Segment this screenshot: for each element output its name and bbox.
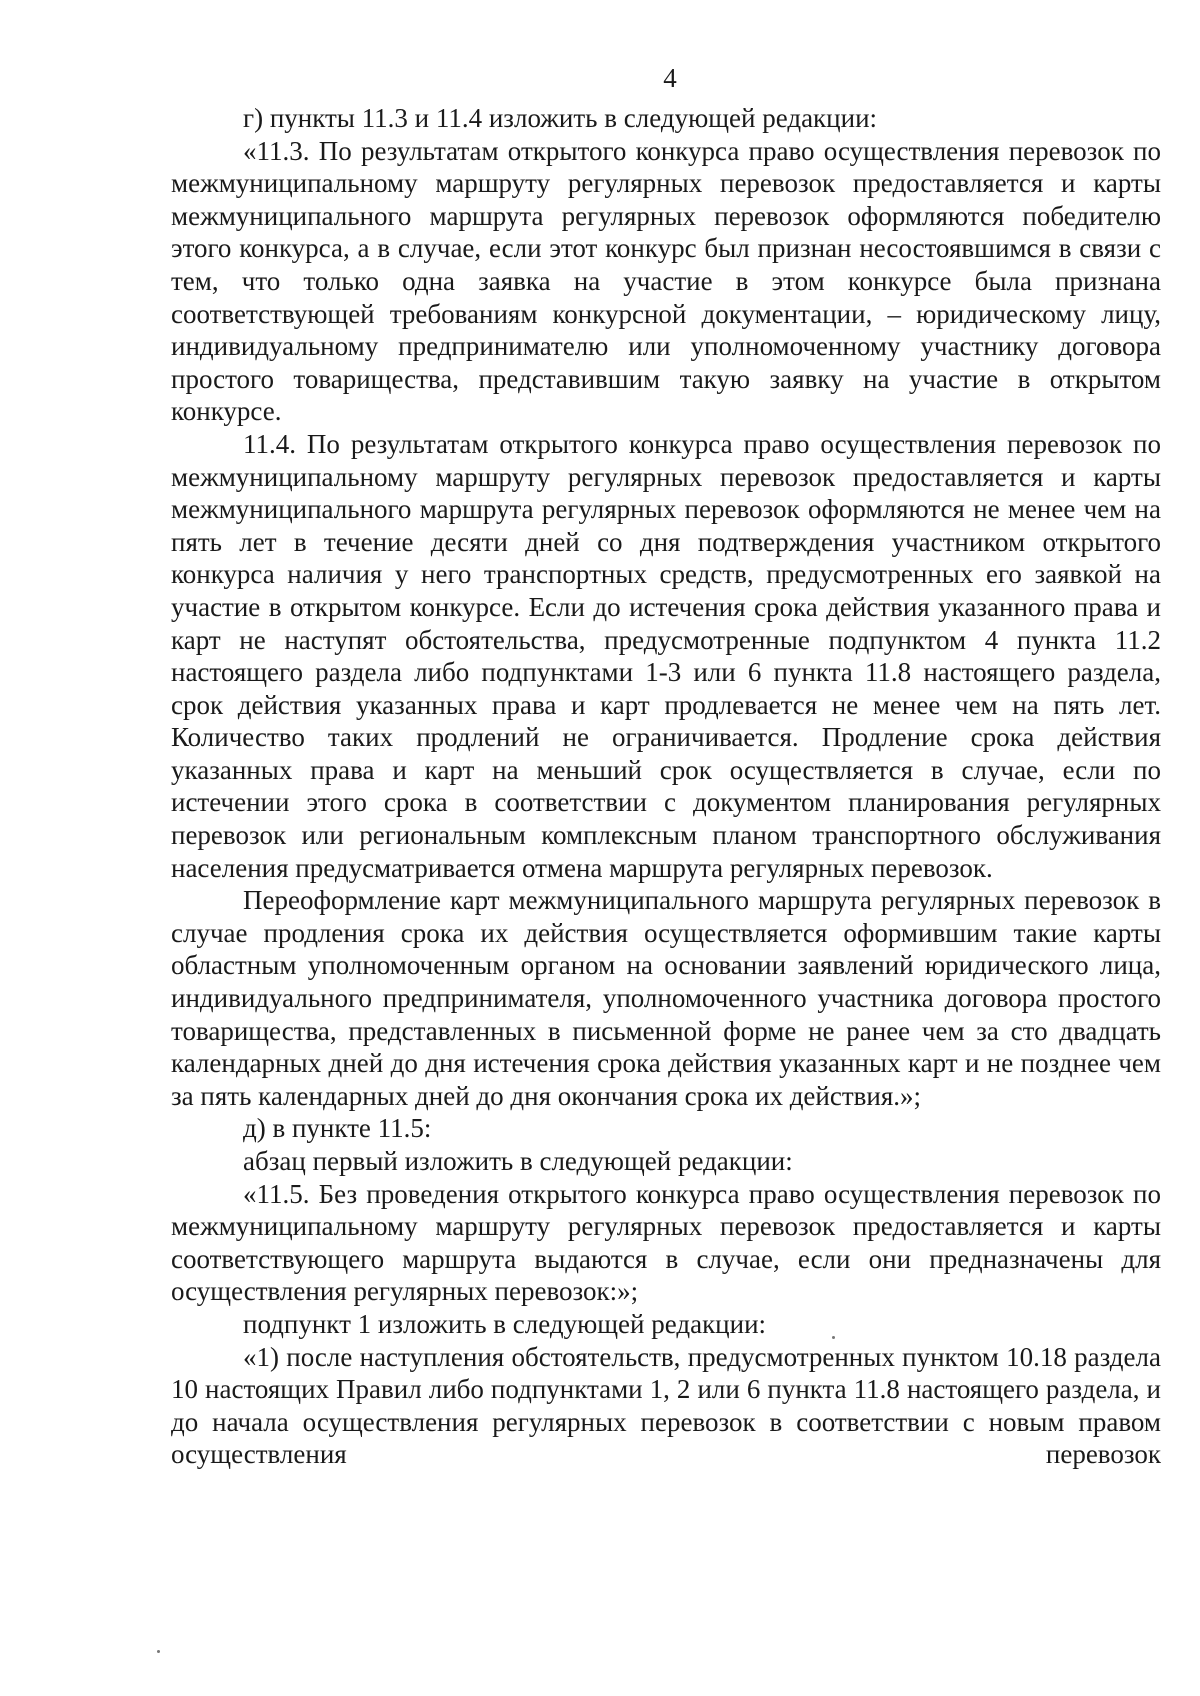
paragraph-clause-11-4: 11.4. По результатам открытого конкурса право осуществления перевозок по межмуниципальному маршруту регулярных перевозок предоставляется и карты межмуниципального маршрута регулярных перевозок оформляются не менее чем на пять лет в течение десяти дней со дня подтверждения участником открытого конкурса наличия у него транспортных средств, предусмотренных его заявкой на участие в открытом конкурсе. Если до истечения срока действия указанного права и карт не наступят обстоятельства, предусмотренные подпунктом 4 пункта 11.2 настоящего раздела либо подпунктами 1-3 или 6 пункта 11.8 настоящего раздела, срок действия указанных права и карт продлевается не менее чем на пять лет. Количество таких продлений не ограничивается. Продление срока действия указанных права и карт на меньший срок осуществляется в случае, если по истечении этого срока в соответствии с документом планирования регулярных перевозок или региональным комплексным планом транспортного обслуживания населения предусматривается отмена маршрута регулярных перевозок. xyxy=(171,428,1161,883)
paragraph-clause-11-3: «11.3. По результатам открытого конкурса право осуществления перевозок по межмуниципальному маршруту регулярных перевозок предоставляется и карты межмуниципального маршрута регулярных перевозок оформляются победителю этого конкурса, а в случае, если этот конкурс был признан несостоявшимся в связи с тем, что только одна заявка на участие в этом конкурсе была признана соответствующей требованиям конкурсной документации, – юридическому лицу, индивидуальному предпринимателю или уполномоченному участнику договора простого товарищества, представившим такую заявку на участие в открытом конкурсе. xyxy=(171,135,1161,427)
paragraph-item-g: г) пункты 11.3 и 11.4 изложить в следующей редакции: xyxy=(243,103,878,133)
paragraph-clause-11-5: «11.5. Без проведения открытого конкурса право осуществления перевозок по межмуниципальному маршруту регулярных перевозок предоставляется и карты соответствующего маршрута выдаются в случае, если они предназначены для осуществления регулярных перевозок:»; xyxy=(171,1178,1161,1307)
paragraph-subitem-1-intro: подпункт 1 изложить в следующей редакции: xyxy=(243,1308,767,1339)
scan-speck xyxy=(832,1336,835,1339)
scan-speck-bottom xyxy=(157,1650,160,1653)
paragraph-subitem-1: «1) после наступления обстоятельств, предусмотренных пунктом 10.18 раздела 10 настоящих Правил либо подпунктами 1, 2 или 6 пункта 11.8 настоящего раздела, и до начала осуществления регулярных перевозок в соответствии с новым правом осуществления перевозок xyxy=(171,1341,1161,1470)
page-number: 4 xyxy=(663,63,677,93)
paragraph-first-abzac: абзац первый изложить в следующей редакции: xyxy=(243,1146,793,1176)
document-body xyxy=(171,102,1161,1471)
paragraph-item-d: д) в пункте 11.5: xyxy=(243,1113,432,1144)
paragraph-card-reissue: Переоформление карт межмуниципального маршрута регулярных перевозок в случае продления срока их действия осуществляется оформившим такие карты областным уполномоченным органом на основании заявлений юридического лица, индивидуального предпринимателя, уполномоченного участника договора простого товарищества, представленных в письменной форме не ранее чем за сто двадцать календарных дней до дня истечения срока действия указанных карт и не позднее чем за пять календарных дней до дня окончания срока их действия.»; xyxy=(171,885,1161,1111)
